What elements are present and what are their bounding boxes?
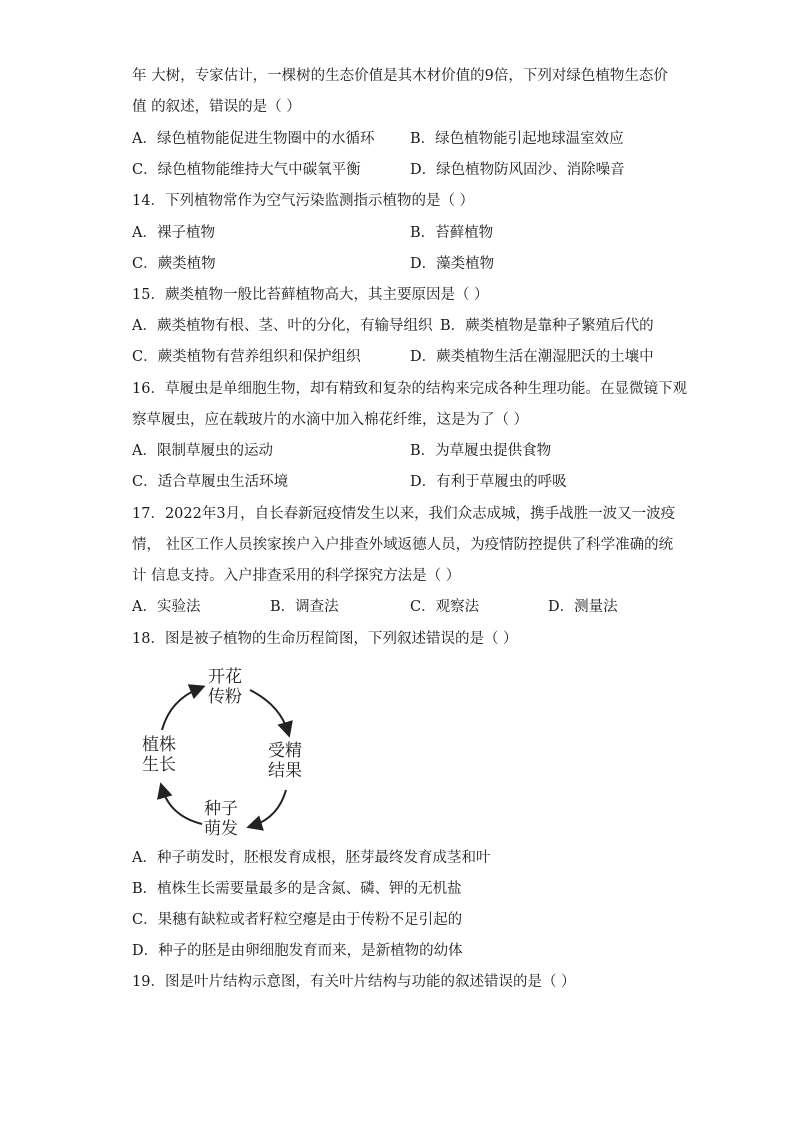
diagram-label-seed: 种子	[204, 799, 238, 819]
q16-option-c[interactable]: C．适合草履虫生活环境	[132, 474, 289, 490]
arrow-right-to-bottom	[252, 790, 286, 826]
q18-option-b[interactable]: B．植株生长需要量最多的是含氮、磷、钾的无机盐	[132, 881, 462, 897]
q16-stem-line2: 察草履虫，应在载玻片的水滴中加入棉花纤维，这是为了（ ）	[132, 412, 529, 428]
diagram-label-germination: 萌发	[204, 819, 238, 839]
q13-option-c[interactable]: C．绿色植物能维持大气中碳氧平衡	[132, 162, 361, 178]
q19-stem: 19．图是叶片结构示意图，有关叶片结构与功能的叙述错误的是（ ）	[132, 974, 576, 990]
q13-option-b[interactable]: B．绿色植物能引起地球温室效应	[410, 131, 624, 147]
q15-option-a[interactable]: A．蕨类植物有根、茎、叶的分化，有输导组织	[132, 318, 433, 334]
q13-stem-line2: 值 的叙述，错误的是（ ）	[132, 99, 301, 115]
plant-life-cycle-diagram	[140, 660, 310, 840]
q18-option-c[interactable]: C．果穗有缺粒或者籽粒空瘪是由于传粉不足引起的	[132, 912, 463, 928]
diagram-label-pollination: 传粉	[208, 687, 242, 707]
arrow-left-to-top	[162, 688, 200, 730]
q18-stem: 18．图是被子植物的生命历程简图，下列叙述错误的是（ ）	[132, 631, 518, 647]
q17-stem-line2: 情， 社区工作人员挨家挨户入户排查外域返德人员，为疫情防控提供了科学准确的统	[132, 537, 674, 553]
diagram-label-fertilization: 受精	[268, 741, 302, 761]
q17-option-c[interactable]: C．观察法	[410, 599, 480, 615]
q16-option-b[interactable]: B．为草履虫提供食物	[410, 443, 552, 459]
q17-option-b[interactable]: B．调查法	[270, 599, 339, 615]
q16-option-d[interactable]: D．有利于草履虫的呼吸	[410, 474, 567, 490]
q17-option-a[interactable]: A．实验法	[132, 599, 201, 615]
arrow-bottom-to-left	[162, 788, 202, 824]
diagram-label-flowering: 开花	[208, 667, 242, 687]
q15-option-d[interactable]: D．蕨类植物生活在潮湿肥沃的土壤中	[410, 349, 654, 365]
q16-stem-line1: 16．草履虫是单细胞生物，却有精致和复杂的结构来完成各种生理功能。在显微镜下观	[132, 381, 687, 397]
q13-stem-line1: 年 大树，专家估计，一棵树的生态价值是其木材价值的9倍，下列对绿色植物生态价	[132, 68, 668, 84]
diagram-label-fruiting: 结果	[268, 761, 302, 781]
diagram-label-growth: 生长	[142, 755, 176, 775]
q13-option-d[interactable]: D．绿色植物防风固沙、消除噪音	[410, 162, 625, 178]
q14-option-c[interactable]: C．蕨类植物	[132, 256, 216, 272]
q15-option-b[interactable]: B．蕨类植物是靠种子繁殖后代的	[440, 318, 654, 334]
arrow-top-to-right	[250, 690, 288, 732]
q17-stem-line1: 17．2022年3月，自长春新冠疫情发生以来，我们众志成城，携手战胜一波又一波疫	[132, 506, 676, 522]
q14-stem: 14．下列植物常作为空气污染监测指示植物的是（ ）	[132, 193, 475, 209]
q14-option-d[interactable]: D．藻类植物	[410, 256, 495, 272]
q14-option-b[interactable]: B．苔藓植物	[410, 225, 494, 241]
q16-option-a[interactable]: A．限制草履虫的运动	[132, 443, 273, 459]
q17-option-d[interactable]: D．测量法	[548, 599, 618, 615]
q15-stem: 15．蕨类植物一般比苔藓植物高大，其主要原因是（ ）	[132, 287, 489, 303]
diagram-label-plant: 植株	[142, 735, 176, 755]
q15-option-c[interactable]: C．蕨类植物有营养组织和保护组织	[132, 349, 361, 365]
q17-stem-line3: 计 信息支持。入户排查采用的科学探究方法是（ ）	[132, 568, 461, 584]
q14-option-a[interactable]: A．裸子植物	[132, 225, 215, 241]
q18-option-a[interactable]: A．种子萌发时，胚根发育成根，胚芽最终发育成茎和叶	[132, 850, 491, 866]
q13-option-a[interactable]: A．绿色植物能促进生物圈中的水循环	[132, 131, 375, 147]
q18-option-d[interactable]: D．种子的胚是由卵细胞发育而来，是新植物的幼体	[132, 943, 463, 959]
